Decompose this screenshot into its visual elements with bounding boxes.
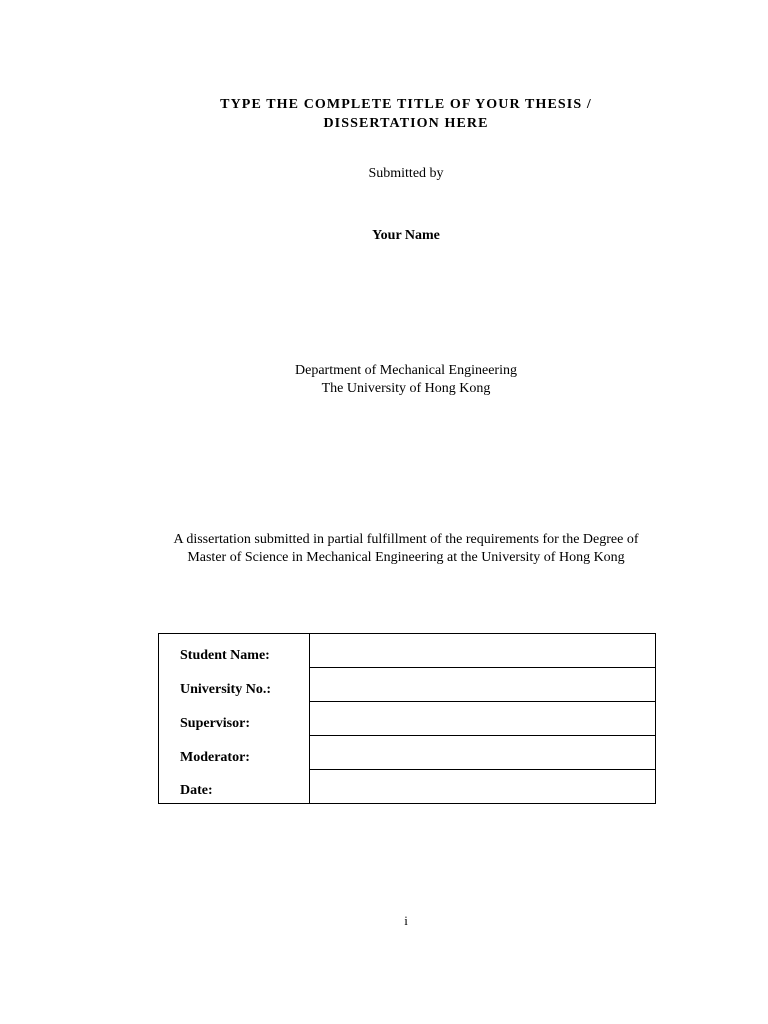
date-label: Date:	[159, 770, 310, 804]
thesis-title	[0, 95, 768, 133]
statement-line-2: Master of Science in Mechanical Engineering at the University of Hong Kong	[187, 550, 625, 565]
thesis-title-line-2: DISSERTATION HERE	[323, 116, 489, 131]
table-row	[159, 668, 656, 702]
student-info-table	[158, 633, 656, 804]
date-field[interactable]	[310, 770, 656, 804]
supervisor-label: Supervisor:	[159, 702, 310, 736]
university-name: The University of Hong Kong	[321, 381, 491, 396]
page-number: i	[404, 913, 408, 928]
department-block	[0, 362, 768, 398]
moderator-field[interactable]	[310, 736, 656, 770]
author-name: Your Name	[372, 228, 440, 243]
supervisor-field[interactable]	[310, 702, 656, 736]
dissertation-statement	[150, 531, 662, 567]
moderator-label: Moderator:	[159, 736, 310, 770]
table-row	[159, 736, 656, 770]
table-row	[159, 634, 656, 668]
university-no-label: University No.:	[159, 668, 310, 702]
table-row	[159, 702, 656, 736]
student-name-field[interactable]	[310, 634, 656, 668]
submitted-by-label: Submitted by	[368, 166, 444, 181]
student-name-label: Student Name:	[159, 634, 310, 668]
thesis-title-line-1: TYPE THE COMPLETE TITLE OF YOUR THESIS /	[220, 97, 592, 112]
university-no-field[interactable]	[310, 668, 656, 702]
department-name: Department of Mechanical Engineering	[295, 363, 517, 378]
statement-line-1: A dissertation submitted in partial fulfillment of the requirements for the Degree of	[173, 532, 639, 547]
table-row	[159, 770, 656, 804]
